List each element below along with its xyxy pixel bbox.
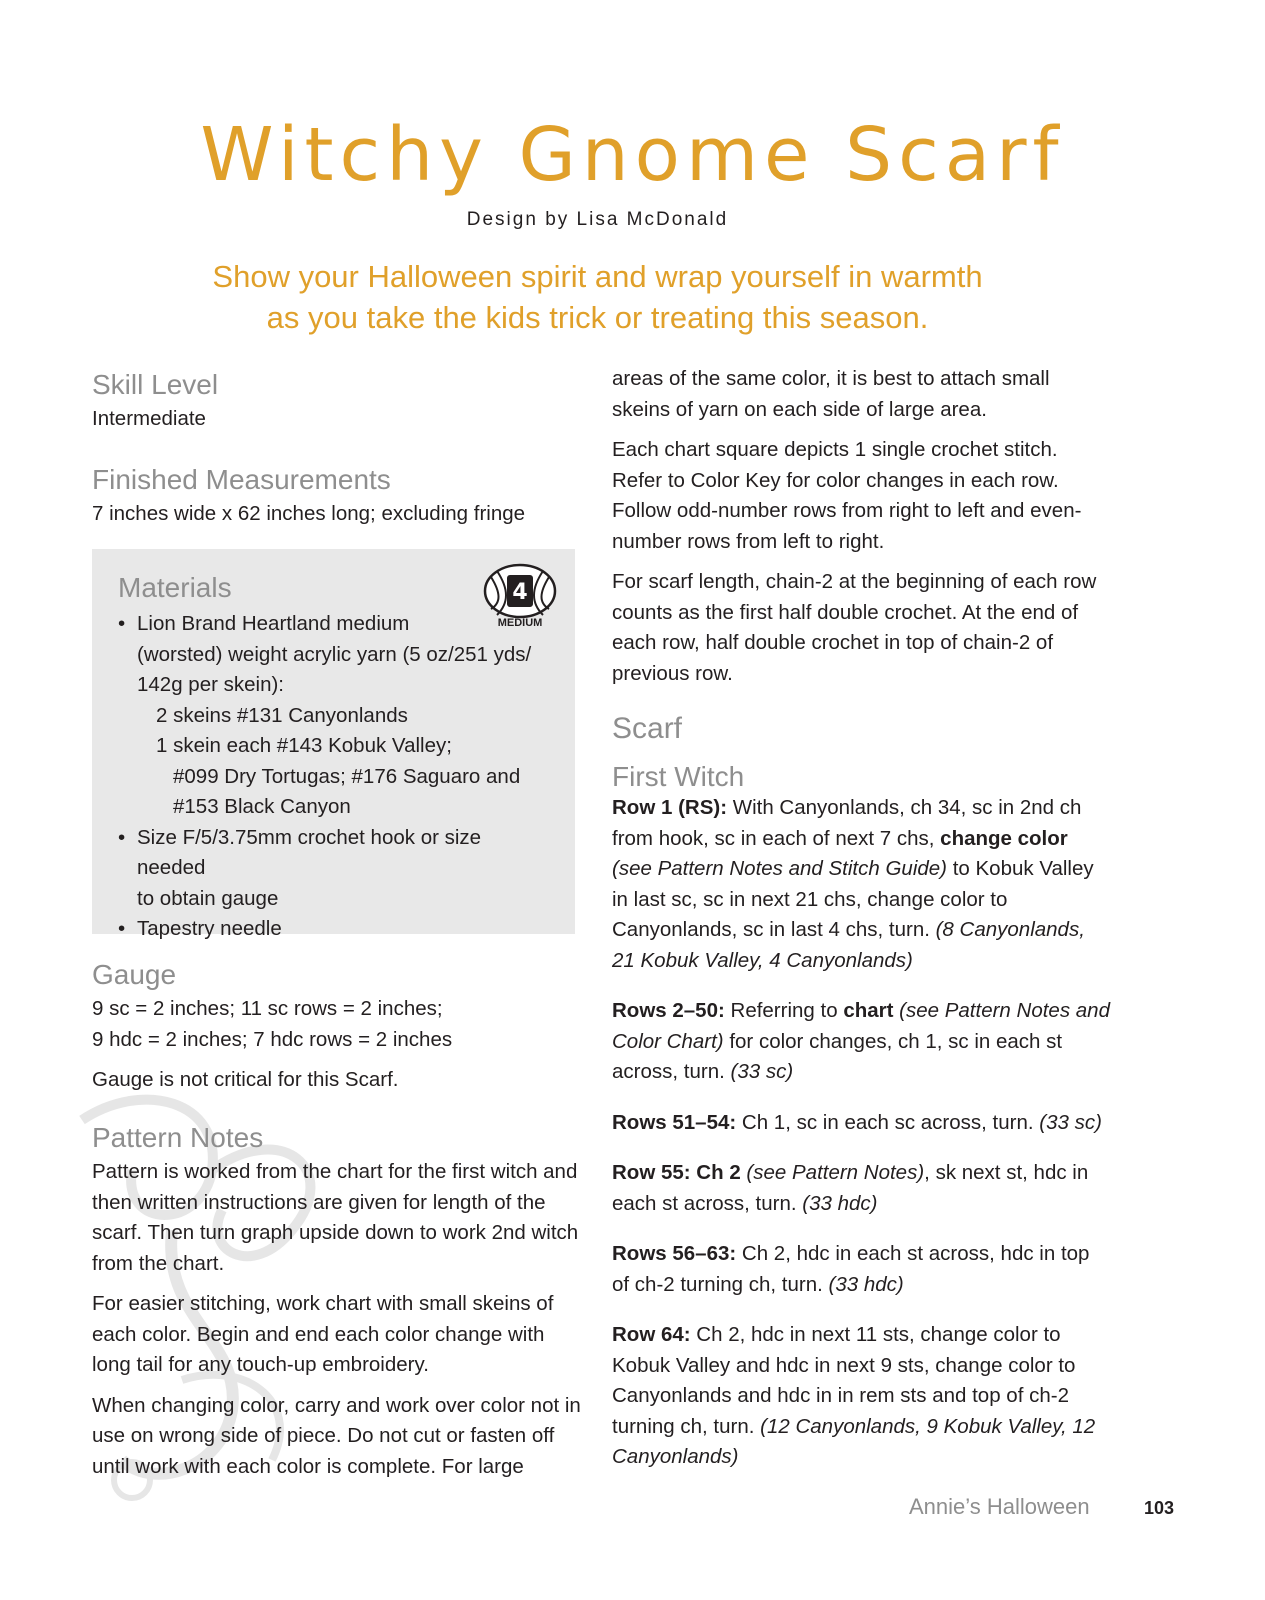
- paragraph: Pattern is worked from the chart for the first witch and then written instructions are given for length of the scarf. Then turn graph upside down to work 2nd witch from the chart.: [92, 1160, 579, 1275]
- publication-title: Annie’s Halloween: [909, 1494, 1090, 1519]
- row-label: Rows 56–63:: [612, 1242, 737, 1265]
- materials-panel: [92, 549, 575, 940]
- row-label: Row 55: Ch 2: [612, 1161, 741, 1184]
- row-count: (33 hdc): [802, 1191, 878, 1215]
- row-text: Ch 2, hdc in each st across, hdc in top of ch-2 turning ch, turn.: [612, 1242, 1090, 1296]
- row-note: (see Pattern Notes and Stitch Guide): [612, 857, 948, 880]
- row-text: Ch 1, sc in each sc across, turn.: [736, 1110, 1040, 1134]
- paragraph: areas of the same color, it is best to attach small skeins of yarn on each side of large area.: [612, 367, 1050, 421]
- material-line: Tapestry needle: [137, 917, 282, 940]
- gauge-heading: Gauge: [92, 959, 177, 990]
- row-count: (33 hdc): [828, 1272, 904, 1296]
- row-emphasis: chart: [843, 999, 894, 1022]
- scarf-heading: Scarf: [612, 712, 683, 745]
- row-count: (33 sc): [730, 1060, 794, 1083]
- material-line: Size F/5/3.75mm crochet hook or size needed: [137, 825, 482, 879]
- left-column-top: [92, 368, 582, 557]
- material-line: to obtain gauge: [137, 886, 279, 910]
- gauge-note: Gauge is not critical for this Scarf.: [92, 1068, 399, 1091]
- material-subline: 1 skein each #143 Kobuk Valley;: [156, 734, 452, 757]
- skill-level-heading: Skill Level: [92, 369, 219, 400]
- list-item: [118, 914, 549, 945]
- material-line: 142g per skein):: [137, 673, 285, 696]
- right-column: [612, 364, 1112, 1493]
- row-label: Rows 2–50:: [612, 999, 725, 1022]
- row-text: With Canyonlands, ch 34, sc in 2nd ch from hook, sc in each of next 7 chs,: [612, 796, 1082, 850]
- row-text: for color changes, ch 1, sc in each st across, turn.: [612, 1029, 1063, 1083]
- material-subline: 2 skeins #131 Canyonlands: [156, 703, 408, 727]
- row-text: Referring to: [724, 999, 844, 1022]
- skill-level-section: [92, 368, 582, 435]
- row-emphasis: change color: [940, 826, 1068, 850]
- material-line: Lion Brand Heartland medium: [137, 612, 410, 635]
- designer-byline: Design by Lisa McDonald: [466, 209, 729, 230]
- gauge-line: 9 sc = 2 inches; 11 sc rows = 2 inches;: [92, 997, 443, 1020]
- paragraph: When changing color, carry and work over color not in use on wrong side of piece. Do not cut or fasten off until work with each color is complete. For large: [92, 1393, 581, 1478]
- paragraph: For scarf length, chain-2 at the beginning of each row counts as the first half double crochet. At the end of each row, half double crochet in top of chain-2 of previous row.: [612, 570, 1097, 685]
- measurements-value: 7 inches wide x 62 inches long; excluding fringe: [92, 501, 526, 525]
- page-title: Witchy Gnome Scarf: [200, 112, 1065, 198]
- row-instruction: [612, 1108, 1112, 1139]
- row-label: Row 64:: [612, 1323, 691, 1346]
- page-number: 103: [1144, 1498, 1175, 1518]
- tagline: [0, 256, 1195, 338]
- list-item: [118, 609, 549, 823]
- tagline-line: as you take the kids trick or treating this season.: [266, 300, 929, 335]
- row-note: (see Pattern Notes): [740, 1161, 925, 1184]
- row-note: (see Pattern Notes and Color Chart): [612, 999, 1110, 1053]
- row-instruction: [612, 1158, 1112, 1219]
- material-line: (worsted) weight acrylic yarn (5 oz/251 yds/: [137, 642, 532, 666]
- row-label: Row 1 (RS):: [612, 796, 728, 819]
- row-text: Ch 2, hdc in next 11 sts, change color to Kobuk Valley and hdc in next 9 sts, change color to Canyonlands and hdc in in rem sts and top of ch-2 turning ch, turn.: [612, 1323, 1076, 1438]
- row-text: to Kobuk Valley in last sc, sc in next 21 chs, change color to Canyonlands, sc in last 4 chs, turn.: [612, 857, 1094, 941]
- paragraph: For easier stitching, work chart with small skeins of each color. Begin and end each color change with long tail for any touch-up embroidery.: [92, 1292, 554, 1376]
- row-count: (12 Canyonlands, 9 Kobuk Valley, 12 Canyonlands): [612, 1414, 1096, 1468]
- paragraph: Each chart square depicts 1 single crochet stitch. Refer to Color Key for color changes in each row. Follow odd-number rows from right to left and even-number rows from left to right.: [612, 438, 1082, 553]
- bullet: •: [118, 612, 126, 635]
- bullet: •: [118, 825, 126, 849]
- bullet: •: [118, 917, 126, 940]
- material-subline: #153 Black Canyon: [173, 795, 351, 818]
- row-label: Rows 51–54:: [612, 1110, 737, 1134]
- first-witch-heading: First Witch: [612, 761, 745, 792]
- row-instruction: [612, 1239, 1112, 1300]
- row-instruction: [612, 996, 1112, 1088]
- row-instruction: [612, 1320, 1112, 1473]
- material-subline: #099 Dry Tortugas; #176 Saguaro and: [173, 764, 521, 788]
- materials-list: [118, 609, 549, 945]
- materials-heading: Materials: [118, 572, 232, 603]
- yarn-weight-label: MEDIUM: [497, 617, 543, 629]
- row-instruction: [612, 793, 1112, 976]
- row-text: , sk next st, hdc in each st across, turn.: [612, 1161, 1089, 1215]
- row-count: (8 Canyonlands, 21 Kobuk Valley, 4 Canyonlands): [612, 918, 1085, 972]
- pattern-notes-heading: Pattern Notes: [92, 1122, 264, 1153]
- gauge-line: 9 hdc = 2 inches; 7 hdc rows = 2 inches: [92, 1027, 453, 1051]
- yarn-weight-number: 4: [512, 580, 528, 605]
- tagline-line: Show your Halloween spirit and wrap yourself in warmth: [212, 259, 983, 294]
- measurements-heading: Finished Measurements: [92, 463, 391, 495]
- gauge-section: [92, 958, 582, 1096]
- list-item: [118, 823, 549, 915]
- measurements-section: [92, 463, 582, 530]
- skill-level-value: Intermediate: [92, 407, 206, 430]
- pattern-notes-section: [92, 1121, 582, 1492]
- row-count: (33 sc): [1039, 1110, 1102, 1134]
